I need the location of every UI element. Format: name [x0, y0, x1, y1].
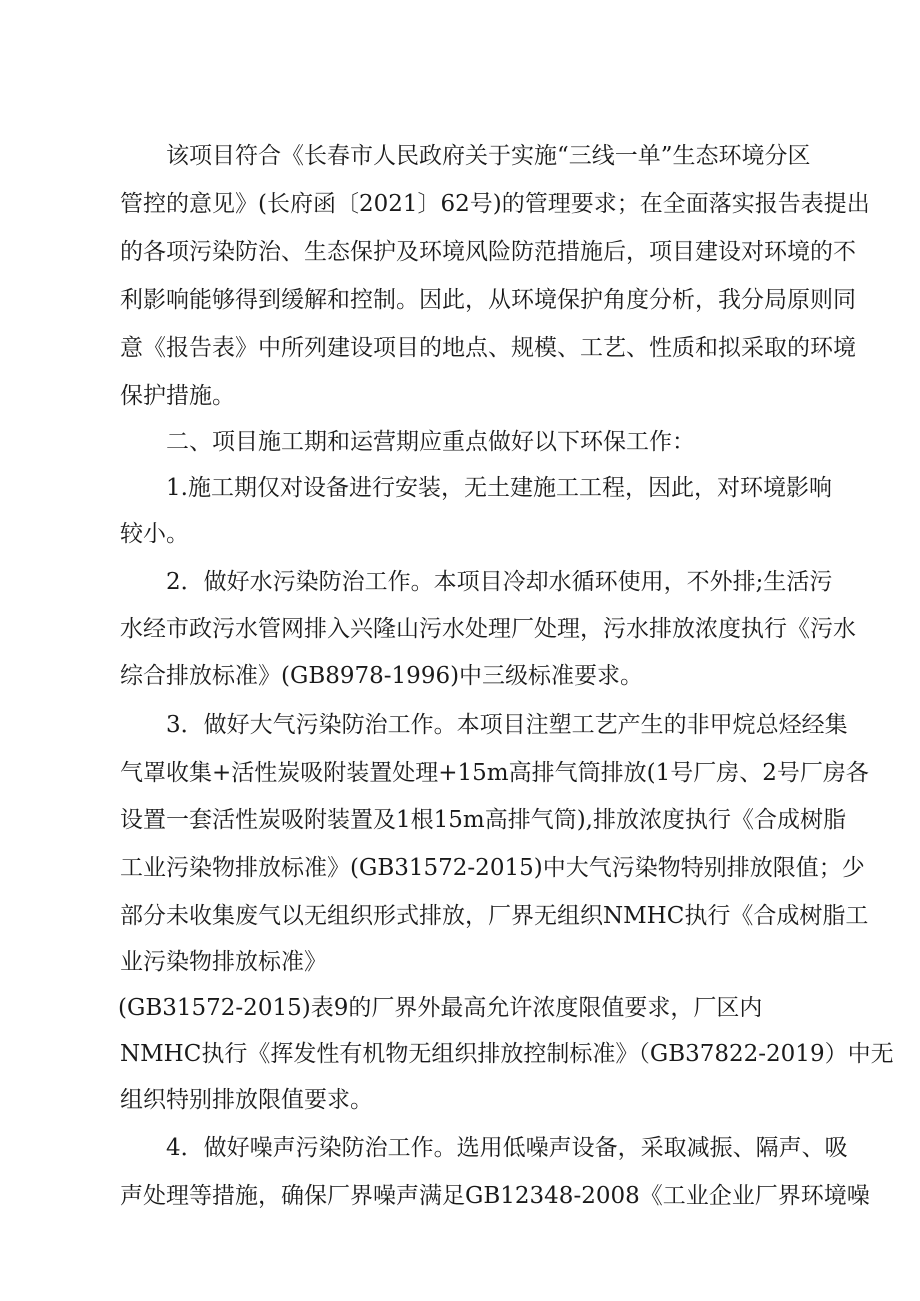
text-line: (GB31572-2015)表9的厂界外最高允许浓度限值要求，厂区内	[118, 995, 763, 1021]
text-line: 的各项污染防治、生态保护及环境风险防范措施后，项目建设对环境的不	[120, 239, 856, 265]
text-line: 设置一套活性炭吸附装置及1根15m高排气筒),排放浓度执行《合成树脂	[120, 807, 846, 833]
text-line: 2．做好水污染防治工作。本项目冷却水循环使用，不外排;生活污	[166, 569, 833, 595]
text-line: 水经市政污水管网排入兴隆山污水处理厂处理，污水排放浓度执行《污水	[120, 616, 856, 642]
text-line: 业污染物排放标准》	[120, 949, 327, 975]
text-line: NMHC执行《挥发性有机物无组织排放控制标准》（GB37822-2019）中无	[120, 1041, 894, 1067]
text-line: 气罩收集+活性炭吸附装置处理+15m高排气筒排放(1号厂房、2号厂房各	[120, 760, 869, 786]
text-line: 组织特别排放限值要求。	[120, 1087, 373, 1113]
text-line: 4．做好噪声污染防治工作。选用低噪声设备，采取减振、隔声、吸	[166, 1135, 848, 1161]
text-line: 管控的意见》(长府函〔2021〕62号)的管理要求；在全面落实报告表提出	[120, 191, 870, 217]
text-line: 综合排放标准》(GB8978-1996)中三级标准要求。	[120, 663, 644, 689]
text-line: 意《报告表》中所列建设项目的地点、规模、工艺、性质和拟采取的环境	[120, 335, 856, 361]
text-line: 利影响能够得到缓解和控制。因此，从环境保护角度分析，我分局原则同	[120, 287, 856, 313]
text-line: 保护措施。	[120, 383, 235, 409]
text-line: 3．做好大气污染防治工作。本项目注塑工艺产生的非甲烷总烃经集	[166, 712, 848, 738]
text-line: 工业污染物排放标准》(GB31572-2015)中大气污染物特别排放限值；少	[120, 855, 865, 881]
text-line: 声处理等措施，确保厂界噪声满足GB12348-2008《工业企业厂界环境噪	[120, 1183, 870, 1209]
text-line: 该项目符合《长春市人民政府关于实施“三线一单”生态环境分区	[166, 143, 811, 169]
text-line: 部分未收集废气以无组织形式排放，厂界无组织NMHC执行《合成树脂工	[120, 903, 869, 929]
text-line: 较小。	[120, 521, 189, 547]
section-heading: 二、项目施工期和运营期应重点做好以下环保工作：	[166, 429, 695, 455]
text-line: 1.施工期仅对设备进行安装，无土建施工工程，因此，对环境影响	[166, 475, 832, 501]
